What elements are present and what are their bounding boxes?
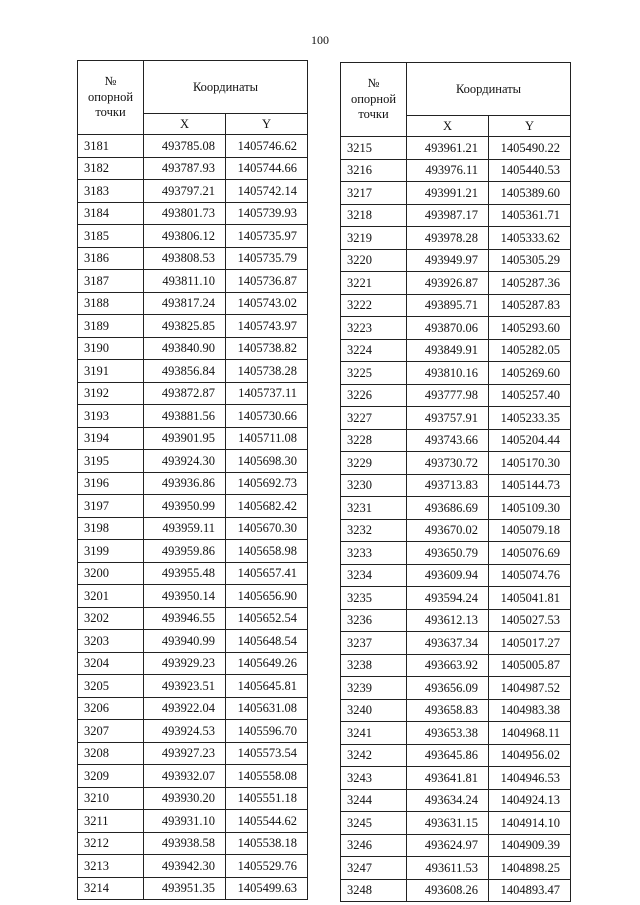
x-coordinate-cell: 493825.85: [144, 315, 226, 338]
point-number-cell: 3224: [341, 339, 407, 362]
table-row: [341, 362, 571, 385]
x-coordinate-cell: 493927.23: [144, 742, 226, 765]
x-coordinate-cell: 493785.08: [144, 135, 226, 158]
y-coordinate-cell: 1405746.62: [226, 135, 308, 158]
table-row: [78, 180, 308, 203]
table-row: [78, 382, 308, 405]
x-coordinate-cell: 493806.12: [144, 225, 226, 248]
y-coordinate-cell: 1404956.02: [489, 744, 571, 767]
x-coordinate-cell: 493810.16: [407, 362, 489, 385]
x-coordinate-cell: 493730.72: [407, 452, 489, 475]
table-row: [78, 765, 308, 788]
x-coordinate-cell: 493938.58: [144, 832, 226, 855]
y-coordinate-cell: 1405538.18: [226, 832, 308, 855]
x-coordinate-cell: 493631.15: [407, 812, 489, 835]
point-number-cell: 3221: [341, 272, 407, 295]
point-number-cell: 3232: [341, 519, 407, 542]
table-row: [341, 542, 571, 565]
table-row: [341, 722, 571, 745]
x-coordinate-cell: 493929.23: [144, 652, 226, 675]
table-row: [341, 632, 571, 655]
point-number-cell: 3206: [78, 697, 144, 720]
x-coordinate-cell: 493901.95: [144, 427, 226, 450]
point-number-cell: 3200: [78, 562, 144, 585]
point-number-cell: 3192: [78, 382, 144, 405]
point-number-cell: 3194: [78, 427, 144, 450]
table-row: [341, 519, 571, 542]
table-row: [78, 225, 308, 248]
x-coordinate-cell: 493946.55: [144, 607, 226, 630]
point-number-cell: 3226: [341, 384, 407, 407]
table-row: [78, 855, 308, 878]
y-column-header: Y: [489, 116, 571, 137]
x-coordinate-cell: 493923.51: [144, 675, 226, 698]
x-coordinate-cell: 493949.97: [407, 249, 489, 272]
y-coordinate-cell: 1405738.28: [226, 360, 308, 383]
y-coordinate-cell: 1405711.08: [226, 427, 308, 450]
table-row: [341, 137, 571, 160]
point-number-cell: 3246: [341, 834, 407, 857]
y-coordinate-cell: 1405305.29: [489, 249, 571, 272]
table-row: [78, 405, 308, 428]
page-number: 100: [311, 33, 329, 47]
table-row: [341, 677, 571, 700]
point-number-cell: 3229: [341, 452, 407, 475]
x-coordinate-cell: 493959.86: [144, 540, 226, 563]
x-coordinate-cell: 493951.35: [144, 877, 226, 900]
point-number-cell: 3241: [341, 722, 407, 745]
table-row: [341, 182, 571, 205]
point-number-cell: 3197: [78, 495, 144, 518]
table-row: [78, 585, 308, 608]
table-row: [78, 315, 308, 338]
x-column-header: X: [144, 114, 226, 135]
x-coordinate-cell: 493686.69: [407, 497, 489, 520]
table-row: [341, 879, 571, 902]
x-coordinate-cell: 493872.87: [144, 382, 226, 405]
point-number-cell: 3196: [78, 472, 144, 495]
point-number-cell: 3230: [341, 474, 407, 497]
point-number-cell: 3243: [341, 767, 407, 790]
x-coordinate-cell: 493840.90: [144, 337, 226, 360]
y-coordinate-cell: 1405027.53: [489, 609, 571, 632]
table-row: [78, 652, 308, 675]
coordinates-table-left: [77, 60, 308, 900]
y-coordinate-cell: 1405656.90: [226, 585, 308, 608]
table-row: [78, 337, 308, 360]
y-coordinate-cell: 1405287.83: [489, 294, 571, 317]
x-coordinate-cell: 493961.21: [407, 137, 489, 160]
table-row: [78, 157, 308, 180]
y-coordinate-cell: 1405558.08: [226, 765, 308, 788]
x-coordinate-cell: 493645.86: [407, 744, 489, 767]
x-coordinate-cell: 493895.71: [407, 294, 489, 317]
x-coordinate-cell: 493940.99: [144, 630, 226, 653]
y-coordinate-cell: 1405551.18: [226, 787, 308, 810]
coordinates-header: Координаты: [144, 61, 308, 114]
point-number-cell: 3213: [78, 855, 144, 878]
point-number-cell: 3207: [78, 720, 144, 743]
point-number-cell: 3218: [341, 204, 407, 227]
point-number-cell: 3244: [341, 789, 407, 812]
y-coordinate-cell: 1405499.63: [226, 877, 308, 900]
x-coordinate-cell: 493797.21: [144, 180, 226, 203]
table-row: [78, 787, 308, 810]
point-number-cell: 3248: [341, 879, 407, 902]
y-coordinate-cell: 1405596.70: [226, 720, 308, 743]
y-column-header: Y: [226, 114, 308, 135]
x-coordinate-cell: 493757.91: [407, 407, 489, 430]
point-number-cell: 3220: [341, 249, 407, 272]
table-row: [78, 135, 308, 158]
point-number-cell: 3204: [78, 652, 144, 675]
x-coordinate-cell: 493808.53: [144, 247, 226, 270]
table-row: [78, 495, 308, 518]
point-number-cell: 3184: [78, 202, 144, 225]
point-number-cell: 3195: [78, 450, 144, 473]
x-coordinate-cell: 493959.11: [144, 517, 226, 540]
point-number-cell: 3208: [78, 742, 144, 765]
table-row: [341, 204, 571, 227]
y-coordinate-cell: 1405389.60: [489, 182, 571, 205]
x-coordinate-cell: 493856.84: [144, 360, 226, 383]
table-row: [78, 832, 308, 855]
y-coordinate-cell: 1405730.66: [226, 405, 308, 428]
point-number-cell: 3214: [78, 877, 144, 900]
point-number-cell: 3219: [341, 227, 407, 250]
y-coordinate-cell: 1405170.30: [489, 452, 571, 475]
point-number-cell: 3212: [78, 832, 144, 855]
table-row: [341, 497, 571, 520]
point-number-cell: 3191: [78, 360, 144, 383]
y-coordinate-cell: 1405739.93: [226, 202, 308, 225]
x-coordinate-cell: 493870.06: [407, 317, 489, 340]
table-row: [78, 360, 308, 383]
y-coordinate-cell: 1405735.79: [226, 247, 308, 270]
y-coordinate-cell: 1404983.38: [489, 699, 571, 722]
y-coordinate-cell: 1405657.41: [226, 562, 308, 585]
x-coordinate-cell: 493611.53: [407, 857, 489, 880]
x-coordinate-cell: 493950.14: [144, 585, 226, 608]
y-coordinate-cell: 1405658.98: [226, 540, 308, 563]
y-coordinate-cell: 1405361.71: [489, 204, 571, 227]
table-row: [78, 472, 308, 495]
point-number-cell: 3210: [78, 787, 144, 810]
point-number-cell: 3199: [78, 540, 144, 563]
x-coordinate-cell: 493955.48: [144, 562, 226, 585]
point-number-cell: 3198: [78, 517, 144, 540]
x-coordinate-cell: 493663.92: [407, 654, 489, 677]
table-row: [78, 247, 308, 270]
x-coordinate-cell: 493787.93: [144, 157, 226, 180]
point-number-cell: 3201: [78, 585, 144, 608]
table-row: [341, 857, 571, 880]
table-row: [341, 452, 571, 475]
y-coordinate-cell: 1405573.54: [226, 742, 308, 765]
point-number-cell: 3185: [78, 225, 144, 248]
point-number-cell: 3235: [341, 587, 407, 610]
y-coordinate-cell: 1405269.60: [489, 362, 571, 385]
x-coordinate-cell: 493987.17: [407, 204, 489, 227]
x-coordinate-cell: 493942.30: [144, 855, 226, 878]
y-coordinate-cell: 1405692.73: [226, 472, 308, 495]
point-number-cell: 3222: [341, 294, 407, 317]
table-row: [341, 564, 571, 587]
x-coordinate-cell: 493612.13: [407, 609, 489, 632]
table-row: [341, 834, 571, 857]
x-coordinate-cell: 493650.79: [407, 542, 489, 565]
x-coordinate-cell: 493801.73: [144, 202, 226, 225]
point-number-cell: 3233: [341, 542, 407, 565]
point-number-cell: 3236: [341, 609, 407, 632]
x-coordinate-cell: 493924.30: [144, 450, 226, 473]
table-row: [78, 270, 308, 293]
x-coordinate-cell: 493653.38: [407, 722, 489, 745]
x-coordinate-cell: 493978.28: [407, 227, 489, 250]
point-number-cell: 3242: [341, 744, 407, 767]
point-number-cell: 3217: [341, 182, 407, 205]
table-row: [78, 697, 308, 720]
point-number-cell: 3203: [78, 630, 144, 653]
y-coordinate-cell: 1404914.10: [489, 812, 571, 835]
point-number-cell: 3227: [341, 407, 407, 430]
table-row: [341, 587, 571, 610]
y-coordinate-cell: 1405440.53: [489, 159, 571, 182]
y-coordinate-cell: 1405333.62: [489, 227, 571, 250]
table-row: [78, 607, 308, 630]
point-number-cell: 3247: [341, 857, 407, 880]
table-row: [341, 812, 571, 835]
x-coordinate-cell: 493637.34: [407, 632, 489, 655]
x-coordinate-cell: 493608.26: [407, 879, 489, 902]
x-coordinate-cell: 493926.87: [407, 272, 489, 295]
x-coordinate-cell: 493609.94: [407, 564, 489, 587]
y-coordinate-cell: 1405544.62: [226, 810, 308, 833]
x-coordinate-cell: 493950.99: [144, 495, 226, 518]
point-number-cell: 3189: [78, 315, 144, 338]
y-coordinate-cell: 1404898.25: [489, 857, 571, 880]
x-coordinate-cell: 493634.24: [407, 789, 489, 812]
table-row: [341, 789, 571, 812]
table-row: [341, 429, 571, 452]
x-column-header: X: [407, 116, 489, 137]
y-coordinate-cell: 1405041.81: [489, 587, 571, 610]
y-coordinate-cell: 1405742.14: [226, 180, 308, 203]
table-row: [78, 292, 308, 315]
table-row: [341, 767, 571, 790]
y-coordinate-cell: 1405529.76: [226, 855, 308, 878]
y-coordinate-cell: 1405738.82: [226, 337, 308, 360]
x-coordinate-cell: 493670.02: [407, 519, 489, 542]
y-coordinate-cell: 1404924.13: [489, 789, 571, 812]
x-coordinate-cell: 493624.97: [407, 834, 489, 857]
coordinates-table-right: [340, 62, 571, 902]
x-coordinate-cell: 493641.81: [407, 767, 489, 790]
table-row: [78, 810, 308, 833]
x-coordinate-cell: 493924.53: [144, 720, 226, 743]
point-number-cell: 3205: [78, 675, 144, 698]
table-row: [78, 540, 308, 563]
y-coordinate-cell: 1405631.08: [226, 697, 308, 720]
y-coordinate-cell: 1405257.40: [489, 384, 571, 407]
point-number-cell: 3186: [78, 247, 144, 270]
point-number-cell: 3240: [341, 699, 407, 722]
x-coordinate-cell: 493849.91: [407, 339, 489, 362]
y-coordinate-cell: 1405076.69: [489, 542, 571, 565]
y-coordinate-cell: 1405670.30: [226, 517, 308, 540]
point-number-cell: 3188: [78, 292, 144, 315]
x-coordinate-cell: 493811.10: [144, 270, 226, 293]
y-coordinate-cell: 1405736.87: [226, 270, 308, 293]
y-coordinate-cell: 1405074.76: [489, 564, 571, 587]
y-coordinate-cell: 1405743.02: [226, 292, 308, 315]
table-row: [341, 654, 571, 677]
x-coordinate-cell: 493930.20: [144, 787, 226, 810]
point-number-cell: 3183: [78, 180, 144, 203]
y-coordinate-cell: 1404946.53: [489, 767, 571, 790]
table-row: [341, 227, 571, 250]
point-number-cell: 3215: [341, 137, 407, 160]
table-row: [341, 609, 571, 632]
point-number-cell: 3182: [78, 157, 144, 180]
y-coordinate-cell: 1404893.47: [489, 879, 571, 902]
x-coordinate-cell: 493817.24: [144, 292, 226, 315]
table-row: [78, 675, 308, 698]
table-row: [341, 407, 571, 430]
y-coordinate-cell: 1405282.05: [489, 339, 571, 362]
x-coordinate-cell: 493713.83: [407, 474, 489, 497]
point-number-cell: 3181: [78, 135, 144, 158]
y-coordinate-cell: 1405744.66: [226, 157, 308, 180]
y-coordinate-cell: 1405737.11: [226, 382, 308, 405]
point-number-cell: 3225: [341, 362, 407, 385]
x-coordinate-cell: 493991.21: [407, 182, 489, 205]
y-coordinate-cell: 1405287.36: [489, 272, 571, 295]
y-coordinate-cell: 1405682.42: [226, 495, 308, 518]
table-row: [78, 630, 308, 653]
point-number-cell: 3245: [341, 812, 407, 835]
table-row: [341, 317, 571, 340]
x-coordinate-cell: 493922.04: [144, 697, 226, 720]
table-row: [341, 272, 571, 295]
coordinates-header: Координаты: [407, 63, 571, 116]
table-row: [78, 562, 308, 585]
table-row: [341, 249, 571, 272]
point-number-cell: 3237: [341, 632, 407, 655]
table-row: [78, 202, 308, 225]
table-row: [78, 450, 308, 473]
x-coordinate-cell: 493743.66: [407, 429, 489, 452]
y-coordinate-cell: 1405698.30: [226, 450, 308, 473]
y-coordinate-cell: 1405005.87: [489, 654, 571, 677]
point-number-header: № опорной точки: [78, 61, 144, 135]
table-row: [341, 384, 571, 407]
table-row: [78, 427, 308, 450]
table-row: [341, 744, 571, 767]
table-row: [78, 517, 308, 540]
point-number-cell: 3223: [341, 317, 407, 340]
table-row: [341, 699, 571, 722]
table-row: [341, 474, 571, 497]
y-coordinate-cell: 1405743.97: [226, 315, 308, 338]
y-coordinate-cell: 1405645.81: [226, 675, 308, 698]
y-coordinate-cell: 1405652.54: [226, 607, 308, 630]
point-number-cell: 3239: [341, 677, 407, 700]
x-coordinate-cell: 493936.86: [144, 472, 226, 495]
y-coordinate-cell: 1405017.27: [489, 632, 571, 655]
x-coordinate-cell: 493932.07: [144, 765, 226, 788]
y-coordinate-cell: 1405648.54: [226, 630, 308, 653]
table-row: [341, 339, 571, 362]
table-row: [78, 742, 308, 765]
y-coordinate-cell: 1404968.11: [489, 722, 571, 745]
point-number-cell: 3228: [341, 429, 407, 452]
y-coordinate-cell: 1405079.18: [489, 519, 571, 542]
y-coordinate-cell: 1405490.22: [489, 137, 571, 160]
point-number-cell: 3187: [78, 270, 144, 293]
x-coordinate-cell: 493881.56: [144, 405, 226, 428]
table-row: [341, 294, 571, 317]
point-number-cell: 3211: [78, 810, 144, 833]
point-number-cell: 3238: [341, 654, 407, 677]
x-coordinate-cell: 493594.24: [407, 587, 489, 610]
point-number-cell: 3216: [341, 159, 407, 182]
x-coordinate-cell: 493656.09: [407, 677, 489, 700]
point-number-header: № опорной точки: [341, 63, 407, 137]
y-coordinate-cell: 1405735.97: [226, 225, 308, 248]
point-number-cell: 3190: [78, 337, 144, 360]
point-number-cell: 3234: [341, 564, 407, 587]
table-row: [78, 877, 308, 900]
x-coordinate-cell: 493658.83: [407, 699, 489, 722]
point-number-cell: 3209: [78, 765, 144, 788]
point-number-cell: 3202: [78, 607, 144, 630]
x-coordinate-cell: 493777.98: [407, 384, 489, 407]
point-number-cell: 3231: [341, 497, 407, 520]
x-coordinate-cell: 493931.10: [144, 810, 226, 833]
y-coordinate-cell: 1405144.73: [489, 474, 571, 497]
x-coordinate-cell: 493976.11: [407, 159, 489, 182]
y-coordinate-cell: 1405204.44: [489, 429, 571, 452]
y-coordinate-cell: 1405649.26: [226, 652, 308, 675]
y-coordinate-cell: 1405233.35: [489, 407, 571, 430]
y-coordinate-cell: 1404987.52: [489, 677, 571, 700]
y-coordinate-cell: 1405109.30: [489, 497, 571, 520]
point-number-cell: 3193: [78, 405, 144, 428]
table-row: [341, 159, 571, 182]
table-row: [78, 720, 308, 743]
y-coordinate-cell: 1404909.39: [489, 834, 571, 857]
y-coordinate-cell: 1405293.60: [489, 317, 571, 340]
